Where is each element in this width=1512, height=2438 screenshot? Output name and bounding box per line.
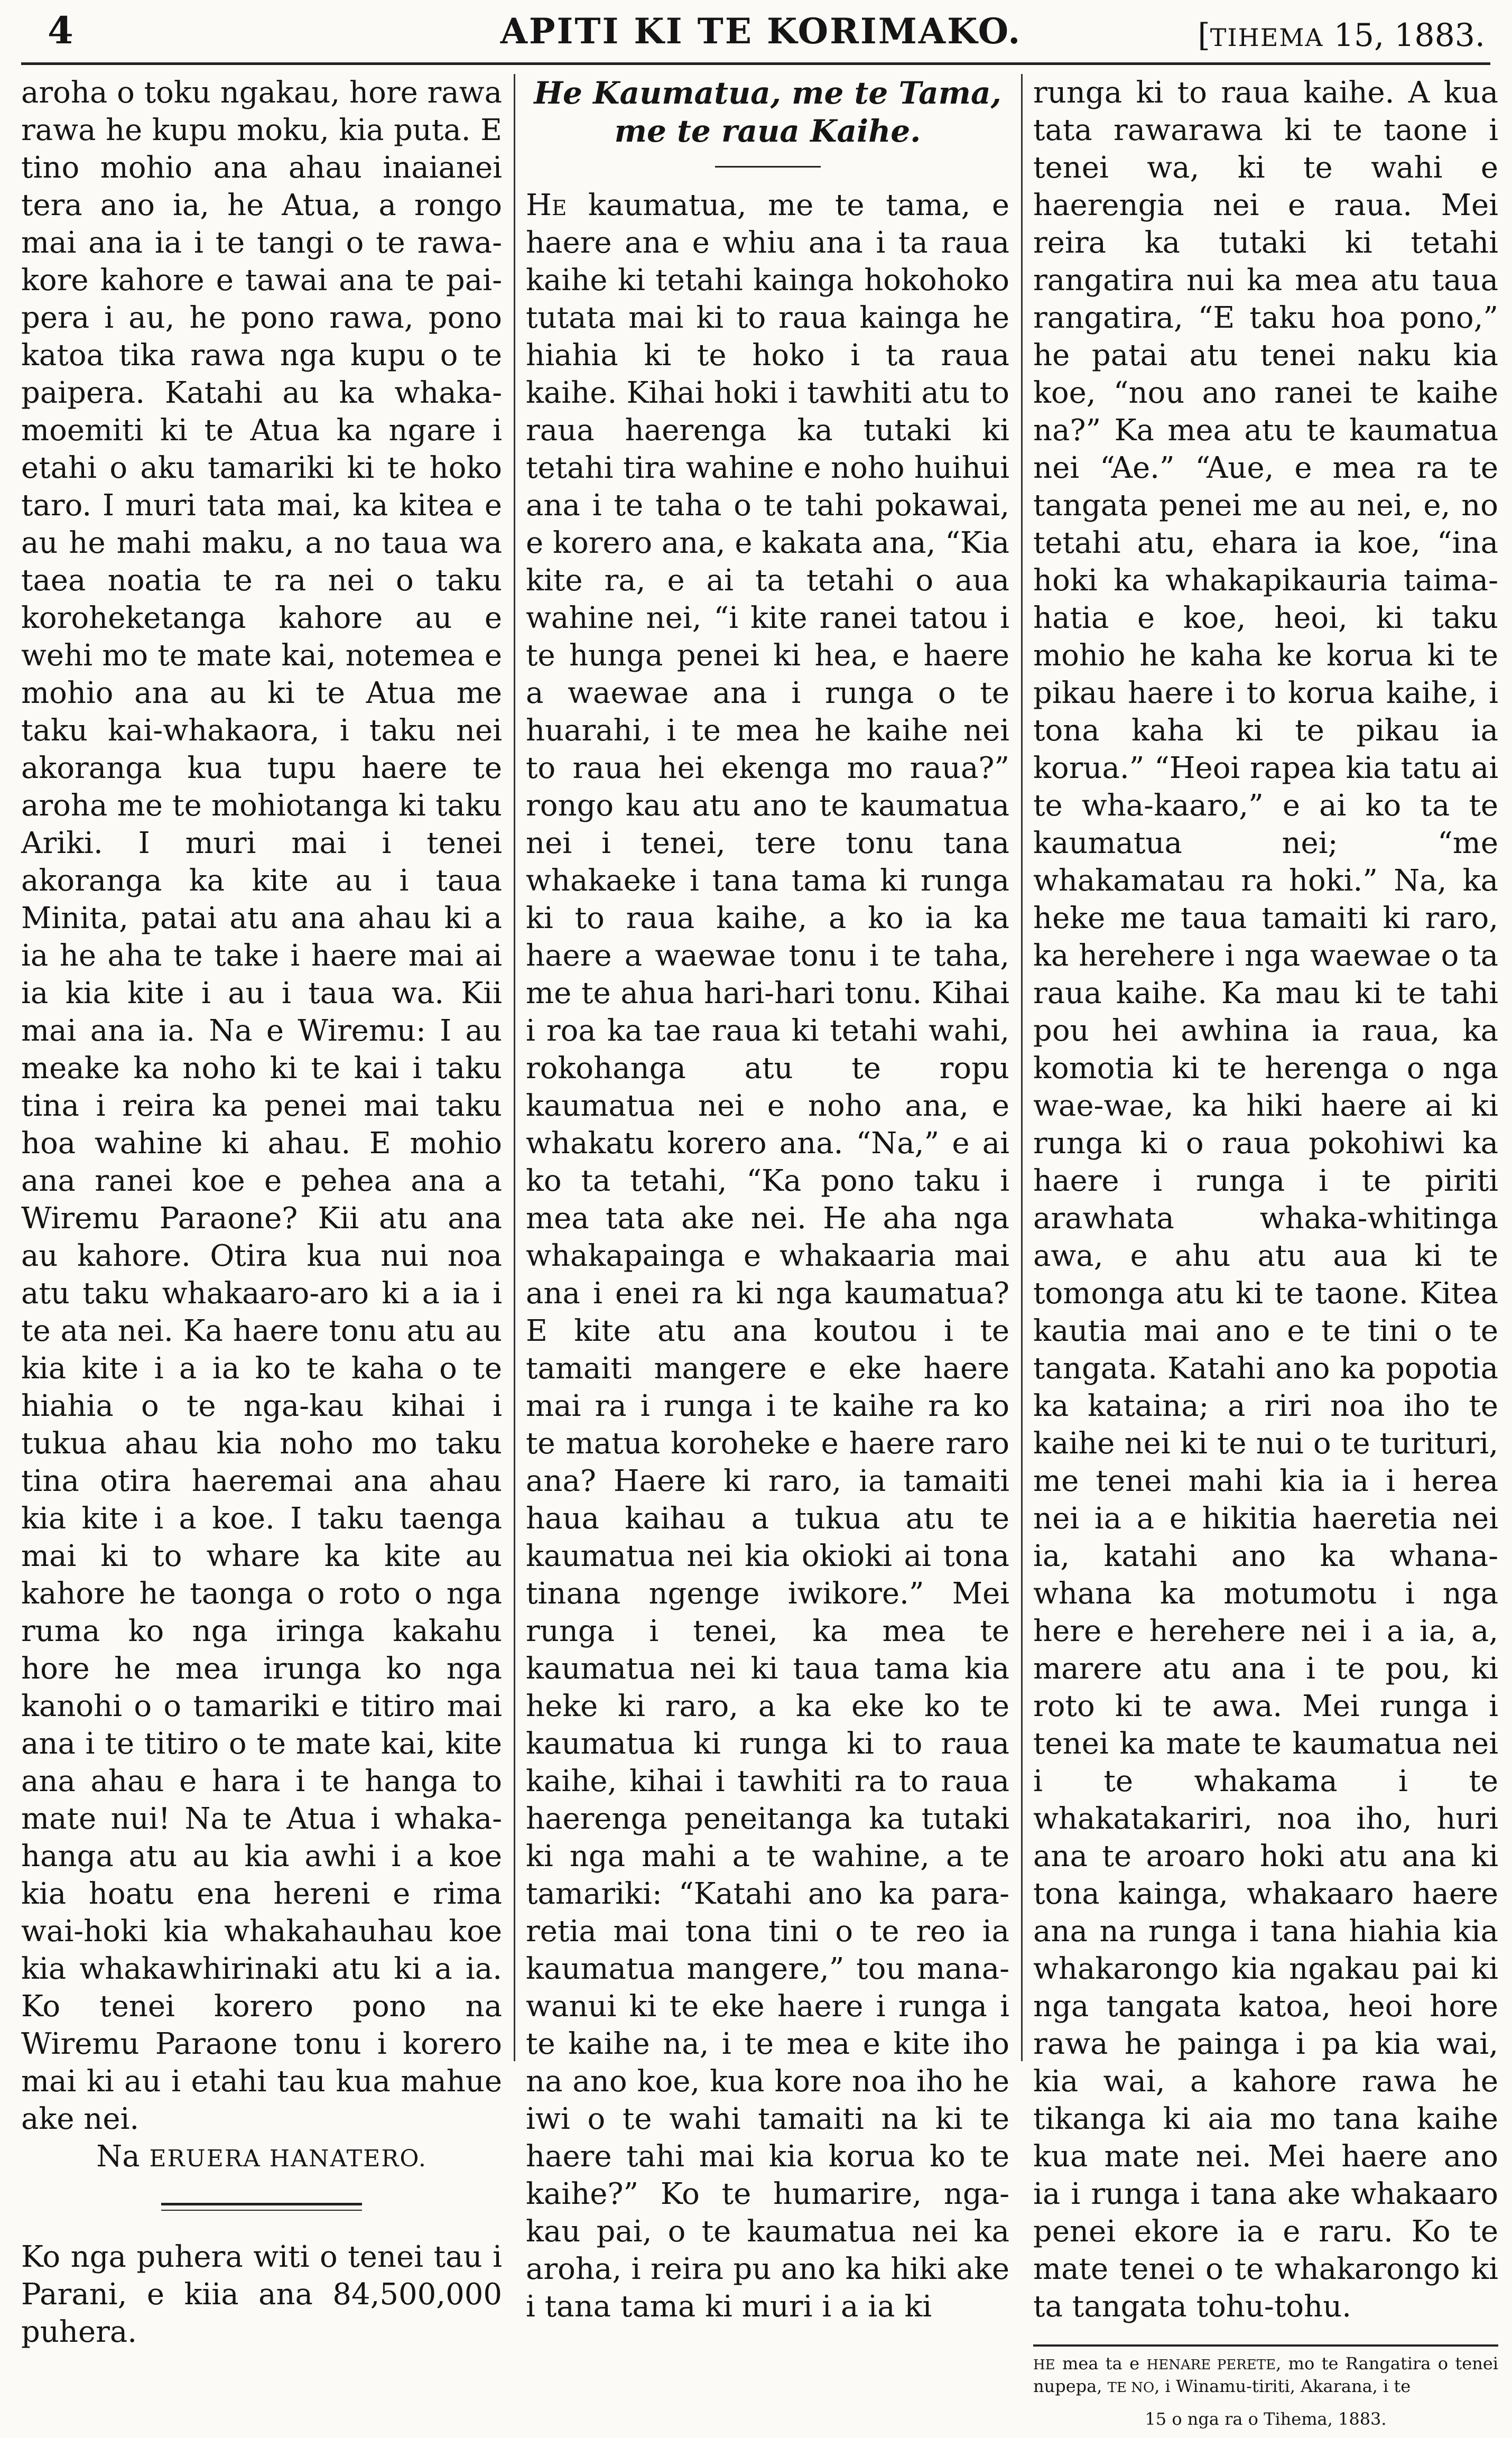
page-number: 4 [48,8,73,52]
title-rule [715,166,821,168]
column-2 [526,74,1009,2325]
column-1 [21,74,502,2351]
imprint-part-2: , mo te Rangatira o tenei nupepa, [1033,2353,1499,2396]
date-month: TIHEMA [1210,23,1324,52]
masthead-title: APITI KI TE KORIMAKO. [500,11,1022,52]
imprint-date: 15 o nga ra o Tihema, 1883. [1145,2409,1387,2429]
column-divider-1 [514,74,515,2061]
column-divider-2 [1021,74,1023,2061]
article-body-part-2: runga ki to raua kaihe. A kua tata rawarawa ki te taone i tenei wa, ki te wahi e haerengia nei e raua. Mei reira ka tutaki ki tetahi rangatira nui ka mea atu taua rangatira, “E taku hoa pono,” he patai atu tenei naku kia koe, “nou ano ranei te kaihe na?” Ka mea atu te kaumatua nei “Ae.” “Aue, e mea ra te tangata penei me au nei, e, no tetahi atu, ehara ia koe, “ina hoki ka whakapikauria taima-hatia e koe, heoi, ki taku mohio he kaha ke korua ki te pikau haere i to korua kaihe, i tona kaha ki te pikau ia korua.” “Heoi rapea kia tatu ai te wha-kaaro,” e ai ko ta te kaumatua nei; “me whakamatau ra hoki.” Na, ka heke me taua tamaiti ki raro, ka herehere i nga waewae o ta raua kaihe. Ka mau ki te tahi pou hei awhina ia raua, ka komotia ki te herenga o nga wae-wae, ka hiki haere ai ki runga ki o raua pokohiwi ka haere i runga i te piriti arawhata whaka-whitinga awa, e ahu atu aua ki te tomonga atu ki te taone. Kitea kautia mai ano e te tini o te tangata. Katahi ano ka popotia ka kataina; a riri noa iho te kaihe nei ki te nui o te turituri, me tenei mahi kia ia i herea nei ia a e hikitia haeretia nei ia, katahi ano ka whana-whana ka motumotu i nga here e herehere nei i a ia, a, marere atu ana i te pou, ki roto ki te awa. Mei runga i tenei ka mate te kaumatua nei i te whakama i te whakatakariri, noa iho, huri ana te aroaro hoki atu ana ki tona kainga, whakaaro haere ana na runga i tana hiahia kia whakarongo kia ngakau pai ki nga tangata katoa, heoi hore rawa he painga i pa kia wai, kia wai, a kahore rawa he tikanga ki aia mo tana kaihe kua mate nei. Mei haere ano ia i runga i tana ake whakaaro penei ekore ia e raru. Ko te mate tenei o te whakarongo ki ta tangata tohu-tohu. [1033,76,1498,2324]
wheat-note: Ko nga puhera witi o tenei tau i Parani, e kiia ana 84,500,000 puhera. [21,2240,502,2349]
date-bracket: [ [1198,17,1210,54]
imprint-rule [1033,2344,1498,2347]
article-body-part-1 [526,187,1009,2325]
imprint-printer: HENARE PERETE [1146,2357,1276,2373]
first-word: He [526,188,567,223]
date-rest: 15, 1883. [1323,17,1485,54]
imprint [1033,2353,1498,2398]
section-divider [161,2203,362,2211]
article-body-1: kaumatua, me te tama, e haere ana e whiu ana i ta raua kaihe ki tetahi kainga hokohoko tutata mai ki to raua kainga he hiahia ki te hoko i ta raua kaihe. Kihai hoki i tawhiti atu to raua haerenga ka tutaki ki tetahi tira wahine e noho huihui ana i te taha o te tahi pokawai, e korero ana, e kakata ana, “Kia kite ra, e ai ta tetahi o aua wahine nei, “i kite ranei tatou i te hunga penei ki hea, e haere a waewae ana i runga o te huarahi, i te mea he kaihe nei to raua hei ekenga mo raua?” rongo kau atu ano te kaumatua nei i tenei, tere tonu tana whakaeke i tana tama ki runga ki to raua kaihe, a ko ia ka haere a waewae tonu i te taha, me te ahua hari-hari tonu. Kihai i roa ka tae raua ki tetahi wahi, rokohanga atu te ropu kaumatua nei e noho ana, e whakatu korero ana. “Na,” e ai ko ta tetahi, “Ka pono taku i mea tata ake nei. He aha nga whakapainga e whakaaria mai ana i enei ra ki nga kaumatua? E kite atu ana koutou i te tamaiti mangere e eke haere mai ra i runga i te kaihe ra ko te matua koroheke e haere raro ana? Haere ki raro, ia tamaiti haua kaihau a tukua atu te kaumatua nei kia okioki ai tona tinana ngenge iwikore.” Mei runga i tenei, ka mea te kaumatua nei ki taua tama kia heke ki raro, a ka eke ko te kaumatua ki runga ki to raua kaihe, kihai i tawhiti ra to raua haerenga peneitanga ka tutaki ki nga mahi a te wahine, a te tamariki: “Katahi ano ka para-retia mai tona tini o te reo ia kaumatua mangere,” tou mana-wanui ki te eke haere i runga i te kaihe na, i te mea e kite iho na ano koe, kua kore noa iho he iwi o te wahi tamaiti na ki te haere tahi mai kia korua ko te kaihe?” Ko te humarire, nga-kau pai, o te kaumatua nei ka aroha, i reira pu ano ka hiki ake i tana tama ki muri i a ia ki [526,188,1009,2324]
signature-name: ERUERA HANATERO. [149,2145,427,2172]
header-rule [21,62,1490,65]
letter-text: aroha o toku ngakau, hore rawa rawa he kupu moku, kia puta. E tino mohio ana ahau inaianei tera ano ia, he Atua, a rongo mai ana ia i te tangi o te rawa-kore kahore e tawai ana te pai-pera i au, he pono rawa, pono katoa tika rawa nga kupu o te paipera. Katahi au ka whaka-moemiti ki te Atua ka ngare i etahi o aku tamariki ki te hoko taro. I muri tata mai, ka kitea e au he mahi maku, a no taua wa taea noatia te ra nei o taku koroheketanga kahore au e wehi mo te mate kai, notemea e mohio ana au ki te Atua me taku kai-whakaora, i taku nei akoranga kua tupu haere te aroha me te mohiotanga ki taku Ariki. I muri mai i tenei akoranga ka kite au i taua Minita, patai atu ana ahau ki a ia he aha te take i haere mai ai ia kia kite i au i taua wa. Kii mai ana ia. Na e Wiremu: I au meake ka noho ki te kai i taku tina i reira ka penei mai taku hoa wahine ki ahau. E mohio ana ranei koe e pehea ana a Wiremu Paraone? Kii atu ana au kahore. Otira kua nui noa atu taku whakaaro-aro ki a ia i te ata nei. Ka haere tonu atu au kia kite i a ia ko te kaha o te hiahia o te nga-kau kihai i tukua ahau kia noho mo taku tina otira haeremai ana ahau kia kite i a koe. I taku taenga mai ki to whare ka kite au kahore he taonga o roto o nga ruma ko nga iringa kakahu hore he mea irunga ko nga kanohi o o tamariki e titiro mai ana i te titiro o te mate kai, kite ana ahau e hara i te hanga to mate nui! Na te Atua i whaka-hanga atu au kia awhi i a koe kia hoatu ena hereni e rima wai-hoki kia whakahauhau koe kia whakawhirinaki atu ki a ia. Ko tenei korero pono na Wiremu Paraone tonu i korero mai ki au i etahi tau kua mahue ake nei. [21,76,502,2136]
imprint-lead: HE [1033,2357,1055,2373]
imprint-part-1: mea ta e [1055,2353,1147,2374]
signature [21,2138,502,2177]
signature-prefix: Na [96,2139,150,2174]
column-3 [1033,74,1498,2438]
page-header [21,4,1501,62]
imprint-part-3: , i Winamu-tiriti, Akarana, i te [1154,2376,1411,2396]
article-first-word [526,188,567,223]
article-title-line-1: He Kaumatua, me te Tama, [534,75,1001,111]
issue-date [1198,17,1485,54]
imprint-paper: TE NO [1107,2380,1155,2396]
article-title-line-2: me te raua Kaihe. [614,113,921,149]
article-title [526,74,1009,150]
